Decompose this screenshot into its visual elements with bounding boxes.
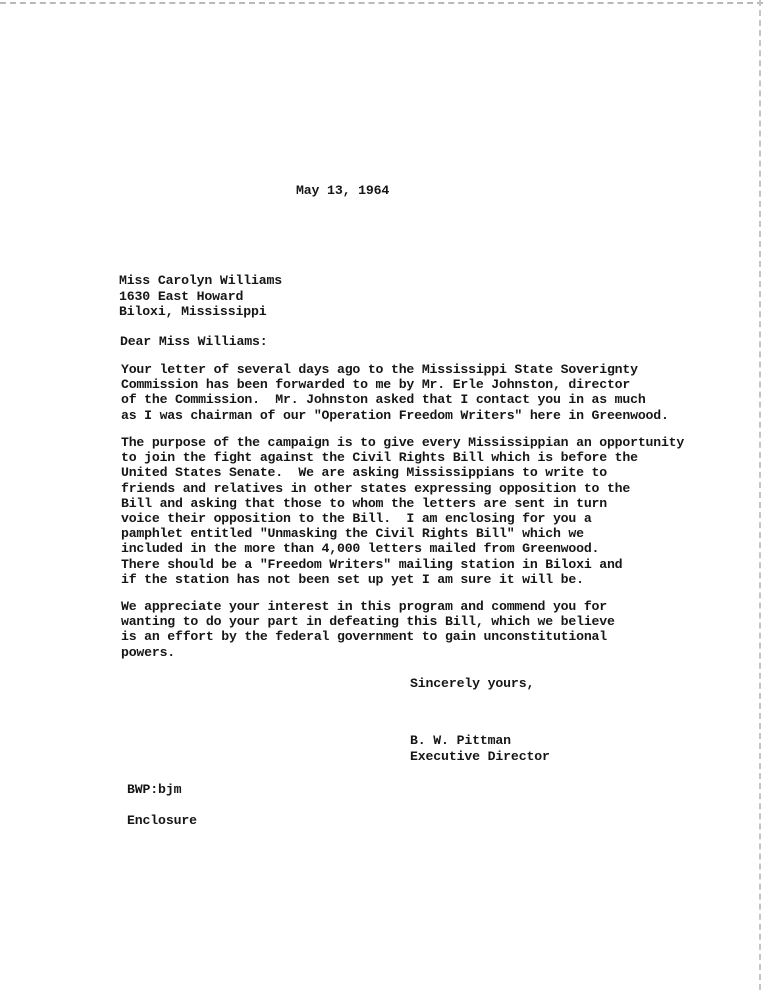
paragraph-line: included in the more than 4,000 letters mailed from Greenwood. [121, 541, 600, 557]
recipient-street: 1630 East Howard [119, 289, 244, 304]
paragraph-line: if the station has not been set up yet I am sure it will be. [121, 571, 584, 587]
paragraph-line: There should be a "Freedom Writers" mailing station in Biloxi and [121, 556, 623, 572]
paragraph-line: United States Senate. We are asking Mississippians to write to [121, 465, 607, 481]
letter-date: May 13, 1964 [296, 183, 390, 198]
paragraph-line: Bill and asking that those to whom the letters are sent in turn [121, 495, 607, 511]
body-paragraph-3 [121, 599, 681, 660]
paragraph-line: The purpose of the campaign is to give every Mississippian an opportunity [121, 435, 685, 450]
paragraph-line: friends and relatives in other states expressing opposition to the [121, 480, 631, 496]
recipient-city: Biloxi, Mississippi [119, 304, 267, 319]
salutation: Dear Miss Williams: [120, 334, 268, 349]
signer-name: B. W. Pittman [410, 733, 511, 748]
signer-title: Executive Director [410, 749, 550, 764]
complimentary-closing: Sincerely yours, [410, 676, 535, 691]
paragraph-line: We appreciate your interest in this program and commend you for [121, 599, 607, 614]
paragraph-line: as I was chairman of our "Operation Freedom Writers" here in Greenwood. [121, 407, 669, 423]
page-edge-right [759, 0, 761, 990]
enclosure-notation: Enclosure [127, 813, 197, 828]
paragraph-line: to join the fight against the Civil Rights Bill which is before the [121, 450, 638, 466]
reference-initials: BWP:bjm [127, 782, 182, 797]
paragraph-line: wanting to do your part in defeating this Bill, which we believe [121, 614, 615, 630]
paragraph-line: Your letter of several days ago to the Mississippi State Soverignty [121, 362, 638, 377]
paragraph-line: of the Commission. Mr. Johnston asked that I contact you in as much [121, 392, 646, 408]
recipient-name: Miss Carolyn Williams [119, 273, 283, 288]
paragraph-line: voice their opposition to the Bill. I am enclosing for you a [121, 511, 592, 527]
paragraph-line: Commission has been forwarded to me by Mr. Erle Johnston, director [121, 377, 631, 393]
paragraph-line: is an effort by the federal government to gain unconstitutional [121, 629, 607, 645]
paragraph-line: pamphlet entitled "Unmasking the Civil Rights Bill" which we [121, 526, 584, 542]
page-edge-top [0, 2, 763, 4]
body-paragraph-1 [121, 362, 681, 423]
paragraph-line: powers. [121, 644, 175, 660]
body-paragraph-2 [121, 435, 685, 587]
